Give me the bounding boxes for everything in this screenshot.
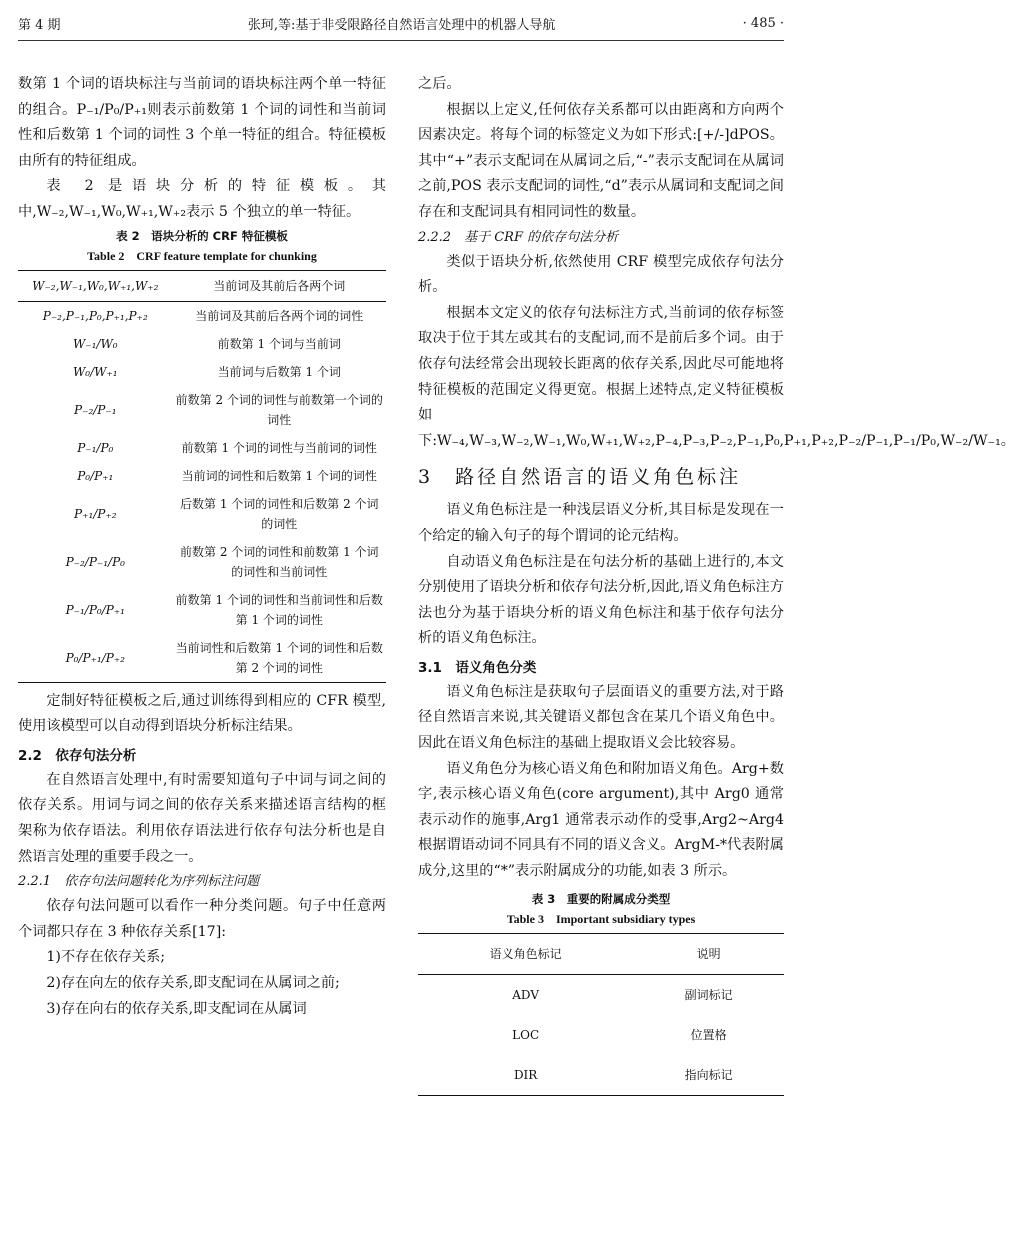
table-cell: LOC bbox=[512, 1027, 540, 1042]
table-caption-cn: 表 3 重要的附属成分类型 bbox=[531, 891, 671, 906]
table-cell: W₋₁/W₀ bbox=[72, 336, 118, 351]
table-row bbox=[18, 634, 386, 683]
section-heading: 3.1 语义角色分类 bbox=[418, 659, 537, 676]
paragraph: 根据本文定义的依存句法标注方式,当前词的依存标签取决于位于其左或其右的支配词,而不是前后多个词。由于依存句法经常会出现较长距离的依存关系,因此尽可能地将特征模板的范围定义得更宽。根据上述特点,定义特征模板如下:W₋₄,W₋₃,W₋₂,W₋₁,W₀,W₊₁,W₊₂,P₋₄,P₋₃,P₋₂,P₋₁,P₀,P₊₁,P₊₂,P₋₂/P₋₁,P₋₁/P₀,W₋₂/W₋₁。 bbox=[418, 304, 1015, 449]
table-cell: W₋₂,W₋₁,W₀,W₊₁,W₊₂ bbox=[18, 270, 173, 301]
subsection-heading: 2.2.2 基于 CRF 的依存句法分析 bbox=[418, 229, 619, 245]
table-cell: 当前词性和后数第 1 个词的词性和后数第 2 个词的词性 bbox=[173, 634, 386, 683]
table-cell: P₋₁/P₀/P₊₁ bbox=[65, 602, 125, 617]
table-cell: 后数第 1 个词的词性和后数第 2 个词的词性 bbox=[180, 496, 379, 531]
table-cell: ADV bbox=[512, 987, 540, 1002]
paragraph: 表 2 是语块分析的特征模板。其中,W₋₂,W₋₁,W₀,W₊₁,W₊₂表示 5 个独立的单一特征。 bbox=[18, 178, 386, 220]
page-number: · 485 · bbox=[742, 15, 784, 31]
table-cell: P₊₁/P₊₂ bbox=[74, 506, 117, 521]
table-cell: 前数第 1 个词与当前词 bbox=[217, 336, 341, 351]
table-row bbox=[18, 358, 386, 386]
paragraph: 定制好特征模板之后,通过训练得到相应的 CFR 模型,使用该模型可以自动得到语块分析标注结果。 bbox=[18, 692, 386, 735]
paragraph: 类似于语块分析,依然使用 CRF 模型完成依存句法分析。 bbox=[418, 253, 784, 296]
table-row bbox=[18, 301, 386, 330]
table-cell: 前数第 1 个词的词性和当前词性和后数第 1 个词的词性 bbox=[175, 592, 383, 627]
table-cell: P₋₂,P₋₁,P₀,P₊₁,P₊₂ bbox=[42, 308, 148, 323]
table-caption-en: Table 2 CRF feature template for chunking bbox=[87, 248, 317, 263]
table-cell: P₀/P₊₁/P₊₂ bbox=[18, 634, 173, 683]
table-row bbox=[418, 1055, 784, 1096]
table-row bbox=[18, 386, 386, 434]
table-cell: P₋₁/P₀ bbox=[77, 440, 114, 455]
table-cell: DIR bbox=[418, 1055, 633, 1096]
table-row bbox=[418, 1015, 784, 1055]
running-header bbox=[18, 12, 784, 41]
table-caption-cn: 表 2 语块分析的 CRF 特征模板 bbox=[116, 228, 288, 243]
table-cell: P₋₂/P₋₁ bbox=[74, 402, 117, 417]
table-cell: 位置格 bbox=[690, 1027, 727, 1042]
table-row bbox=[18, 330, 386, 358]
table-cell: 当前词及其前后各两个词的词性 bbox=[195, 308, 364, 323]
table-caption-en: Table 3 Important subsidiary types bbox=[506, 911, 696, 926]
paragraph: 自动语义角色标注是在句法分析的基础上进行的,本文分别使用了语块分析和依存句法分析,因此,语义角色标注方法也分为基于语块分析的语义角色标注和基于依存句法分析的语义角色标注。 bbox=[418, 553, 784, 647]
paragraph: 依存句法问题可以看作一种分类问题。句子中任意两个词都只存在 3 种依存关系[17]: bbox=[18, 898, 386, 940]
table-cell: 前数第 2 个词的词性与前数第一个词的词性 bbox=[175, 392, 383, 427]
table-row bbox=[18, 586, 386, 634]
table-row bbox=[418, 974, 784, 1015]
right-column bbox=[418, 72, 1015, 1096]
list-item: 3)存在向右的依存关系,即支配词在从属词 bbox=[46, 1000, 307, 1017]
table-row bbox=[18, 490, 386, 538]
paragraph: 语义角色标注是一种浅层语义分析,其目标是发现在一个给定的输入句子的每个谓词的论元结构。 bbox=[418, 502, 784, 544]
paragraph: 之后。 bbox=[418, 76, 461, 92]
table-cell: 前数第 1 个词的词性与当前词的词性 bbox=[181, 440, 377, 455]
table-cell: 当前词与后数第 1 个词 bbox=[217, 364, 341, 379]
table-cell: P₀/P₊₁ bbox=[77, 468, 114, 483]
table-cell: 语义角色标记 bbox=[418, 933, 633, 974]
paragraph: 在自然语言处理中,有时需要知道句子中词与词之间的依存关系。用词与词之间的依存关系来描述语言结构的框架称为依存语法。利用依存语法进行依存句法分析也是自然语言处理的重要手段之一。 bbox=[18, 771, 386, 865]
paragraph: 语义角色分为核心语义角色和附加语义角色。Arg+数字,表示核心语义角色(core argument),其中 Arg0 通常表示动作的施事,Arg1 通常表示动作的受事,Arg2~Arg4 根据谓语动词不同具有不同的语义含义。ArgM-*代表附属成分,这里的“*”表示附属成分的功能,如表 3 所示。 bbox=[418, 760, 784, 880]
paragraph: 数第 1 个词的语块标注与当前词的语块标注两个单一特征的组合。P₋₁/P₀/P₊₁则表示前数第 1 个词的词性和当前词性和后数第 1 个词的词性 3 个单一特征的组合。特征模板由所有的特征组成。 bbox=[18, 76, 386, 169]
chapter-heading: 3 路径自然语言的语义角色标注 bbox=[418, 466, 742, 489]
subsection-heading: 2.2.1 依存句法问题转化为序列标注问题 bbox=[18, 874, 260, 890]
table-row bbox=[18, 462, 386, 490]
table-cell: 当前词的词性和后数第 1 个词的词性 bbox=[181, 468, 377, 483]
list-item: 2)存在向左的依存关系,即支配词在从属词之前; bbox=[46, 974, 340, 991]
table-row bbox=[18, 434, 386, 462]
table-cell: 当前词及其前后各两个词 bbox=[173, 270, 386, 301]
table-cell: W₀/W₊₁ bbox=[72, 364, 118, 379]
table-3 bbox=[418, 889, 784, 1096]
table-cell: 前数第 2 个词的词性和前数第 1 个词的词性和当前词性 bbox=[180, 544, 379, 579]
table-cell: P₋₂/P₋₁/P₀ bbox=[65, 554, 125, 569]
table-2 bbox=[18, 226, 386, 683]
table-cell: 副词标记 bbox=[684, 987, 733, 1002]
paragraph: 根据以上定义,任何依存关系都可以由距离和方向两个因素决定。将每个词的标签定义为如下形式:[+/-]dPOS。其中“+”表示支配词在从属词之后,“-”表示支配词在从属词之前,POS 表示支配词的词性,“d”表示从属词和支配词之间存在和支配词具有相同词性的数量。 bbox=[418, 101, 784, 220]
running-title: 张珂,等:基于非受限路径自然语言处理中的机器人导航 bbox=[247, 17, 556, 33]
table-cell: 说明 bbox=[633, 933, 784, 974]
list-item: 1)不存在依存关系; bbox=[46, 949, 166, 966]
issue-number: 第 4 期 bbox=[18, 17, 61, 33]
table-header-row bbox=[418, 933, 784, 974]
table-row bbox=[18, 538, 386, 586]
paragraph: 语义角色标注是获取句子层面语义的重要方法,对于路径自然语言来说,其关键语义都包含在某几个语义角色中。因此在语义角色标注的基础上提取语义会比较容易。 bbox=[418, 683, 784, 752]
section-heading: 2.2 依存句法分析 bbox=[18, 747, 137, 764]
table-cell: 指向标记 bbox=[633, 1055, 784, 1096]
table-header-row bbox=[18, 270, 386, 301]
left-column bbox=[18, 72, 386, 1022]
